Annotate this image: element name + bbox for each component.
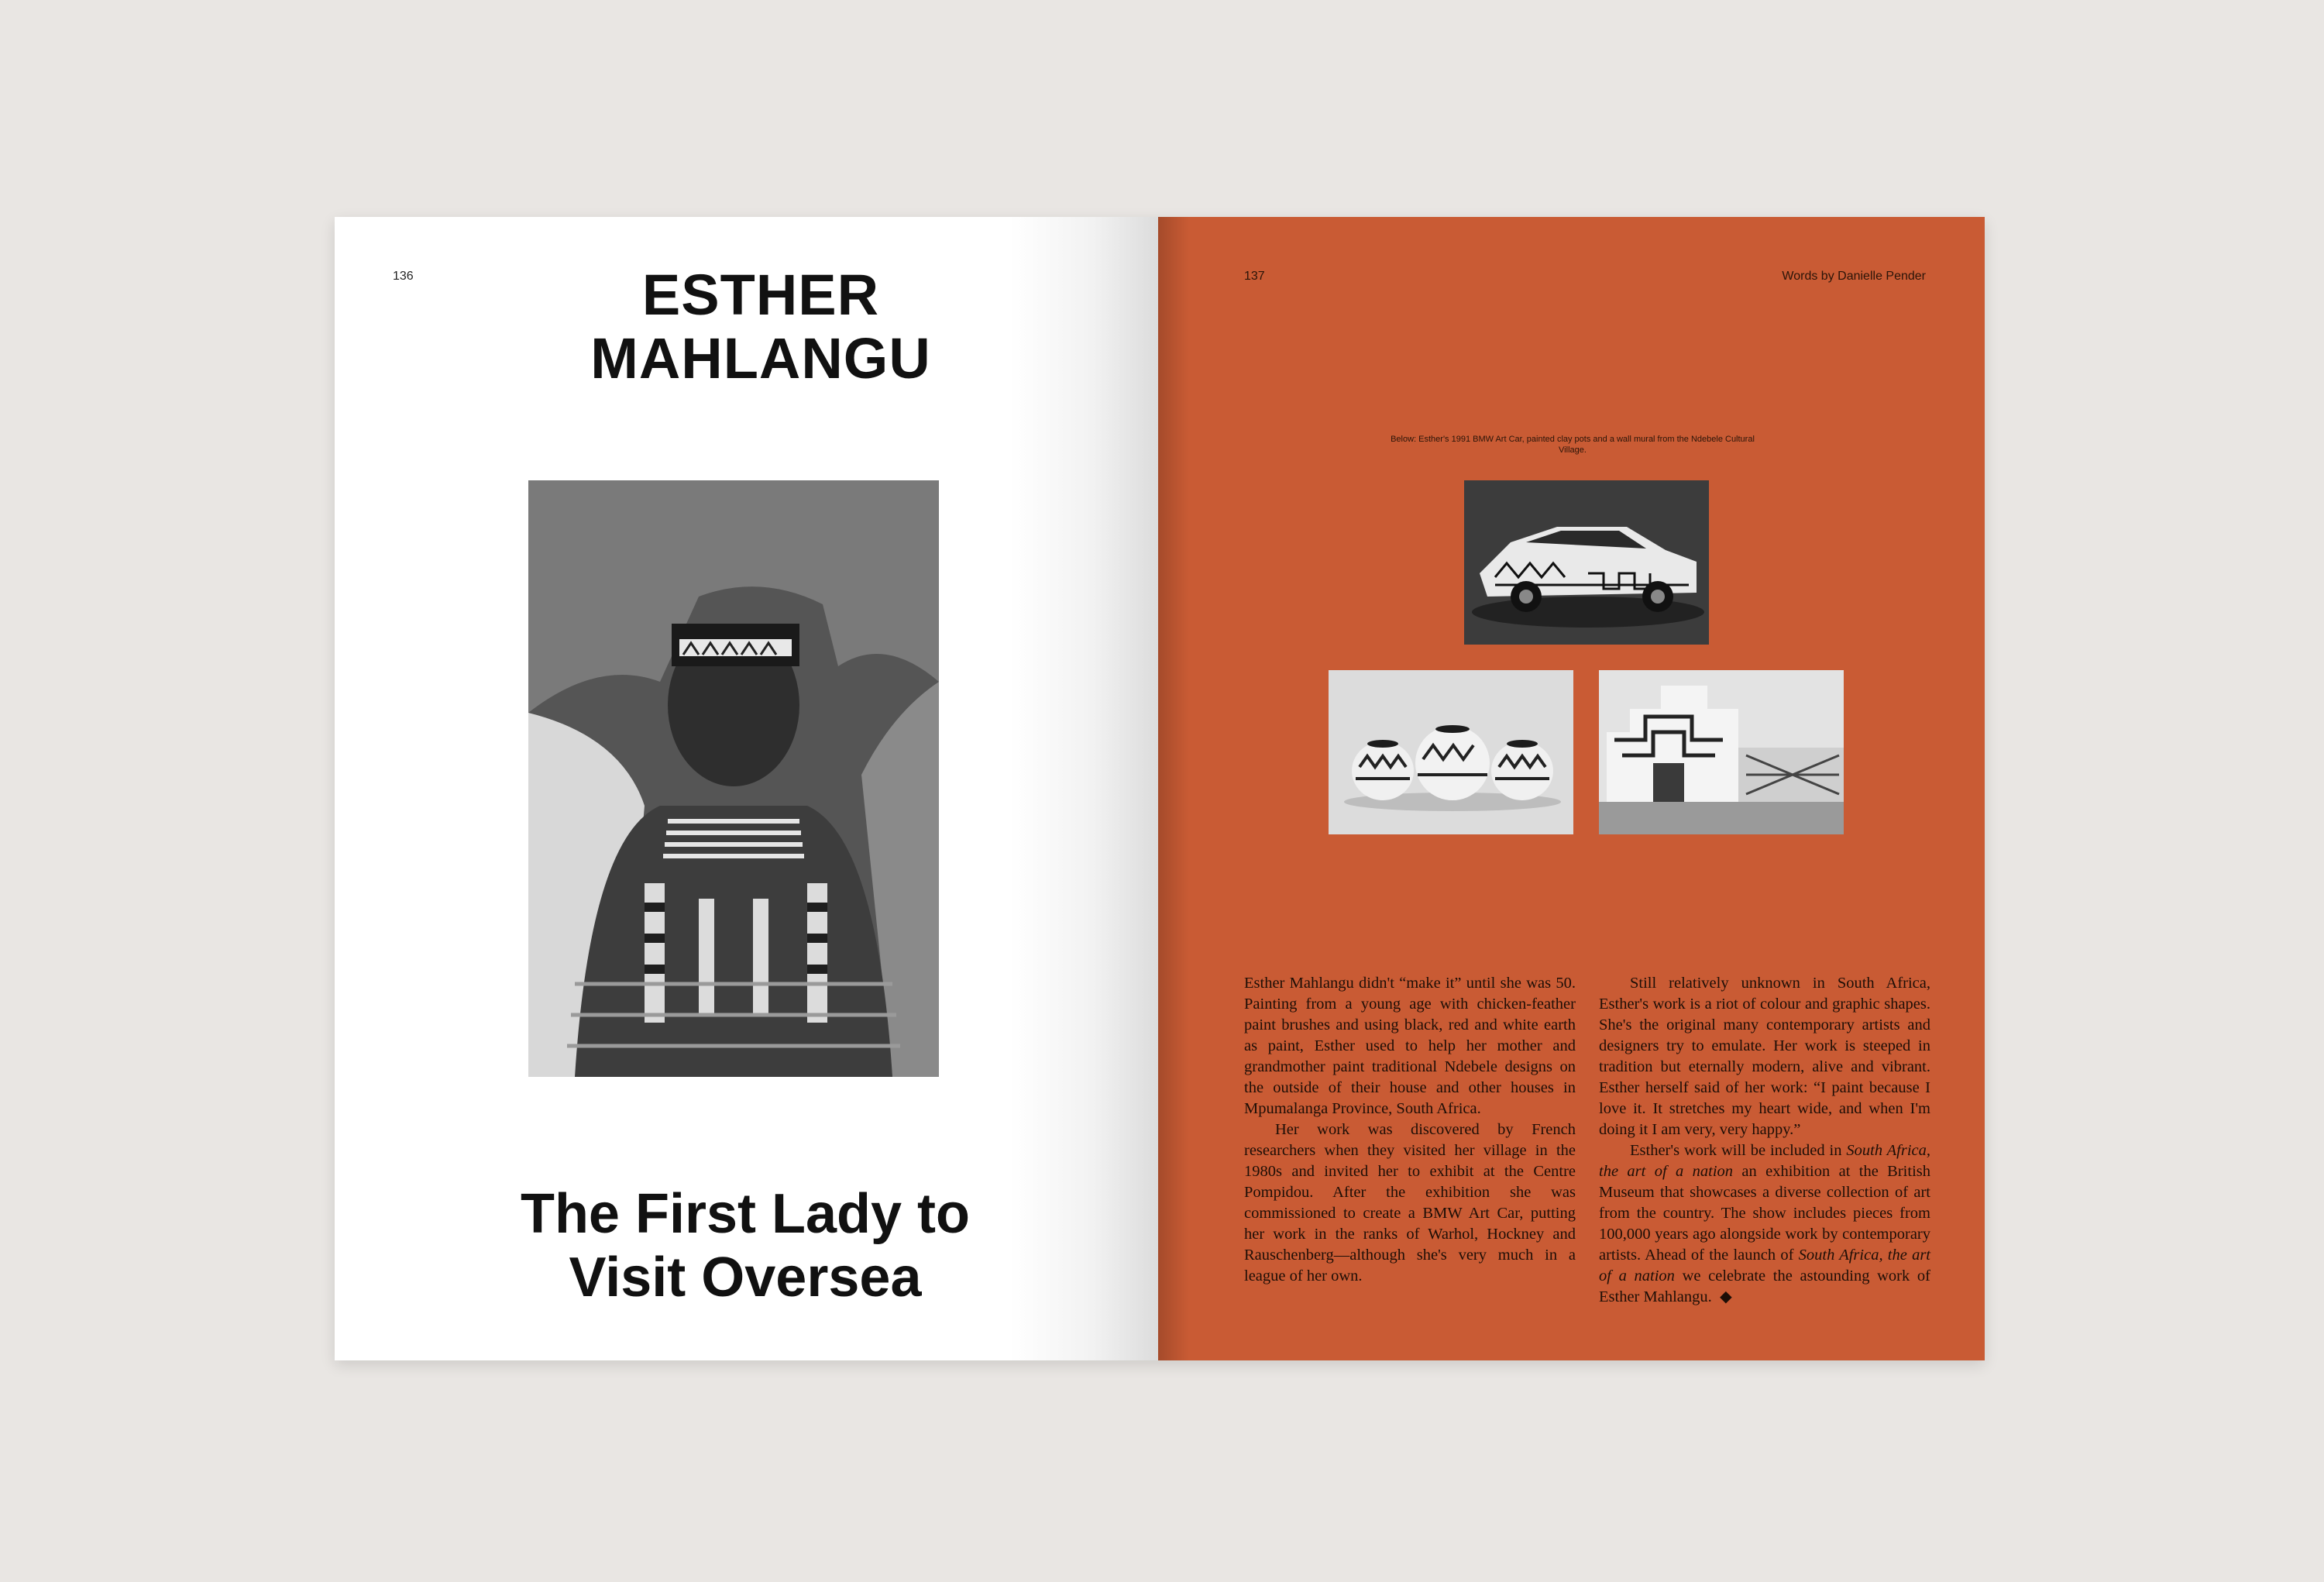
page-number-left: 136 (393, 270, 414, 283)
image-caption: Below: Esther's 1991 BMW Art Car, painted clay pots and a wall mural from the Ndebele Cultural Village. (1391, 435, 1755, 455)
col2-paragraph-2: Esther's work will be included in South Africa, the art of a nation an exhibition at the British Museum that showcases a diverse collection of art from the country. The show includes pieces from 100,000 years ago alongside work by contemporary artists. Ahead of the launch of South Africa, the art of a nation we celebrate the astounding work of Esther Mahlangu. ◆ (1599, 1142, 1930, 1305)
artist-name-title (412, 263, 1109, 390)
author-credit: Words by Danielle Pender (1782, 270, 1926, 283)
clay-pots-photo (1329, 670, 1573, 834)
exhibition-title-2: South Africa, the art of a nation (1599, 1247, 1930, 1285)
col1-paragraph-1: Esther Mahlangu didn't “make it” until she was 50. Painting from a young age with chicken-feather paint brushes and using black, red and white earth as paint, Esther used to help her mother and grandmother paint traditional Ndebele designs on the outside of their house and other houses in Mpumalanga Province, South Africa. (1244, 975, 1576, 1117)
headline-line2: Visit Oversea (569, 1247, 922, 1309)
end-mark-icon: ◆ (1720, 1288, 1732, 1305)
headline-line1: The First Lady to (520, 1183, 971, 1245)
col1-paragraph-2: Her work was discovered by French researchers when they visited her village in the 1980s and invited her to exhibit at the Centre Pompidou. After the exhibition she was commissioned to create a BMW Art Car, putting her work in the ranks of Warhol, Hockney and Rauschenberg—although she's very much in a league of her own. (1244, 1121, 1576, 1285)
bmw-art-car-photo (1464, 480, 1709, 645)
article-column-1 (1244, 973, 1576, 1287)
col2-paragraph-1: Still relatively unknown in South Africa, Esther's work is a riot of colour and graphic shapes. She's the original many contemporary artists and designers try to emulate. Her work is steeped in tradition but eternally modern, alive and vibrant. Esther herself said of her work: “I paint because I love it. It stretches my heart wide, and when I'm doing it I am very, very happy.” (1599, 975, 1930, 1138)
portrait-photo (528, 480, 939, 1077)
page-number-right: 137 (1244, 270, 1265, 283)
article-column-2 (1599, 973, 1930, 1308)
article-headline (397, 1182, 1094, 1309)
wall-mural-photo (1599, 670, 1844, 834)
exhibition-title: South Africa, the art of a nation (1599, 1142, 1930, 1180)
artist-name-line2: MAHLANGU (590, 326, 931, 390)
artist-name-line1: ESTHER (641, 263, 880, 327)
